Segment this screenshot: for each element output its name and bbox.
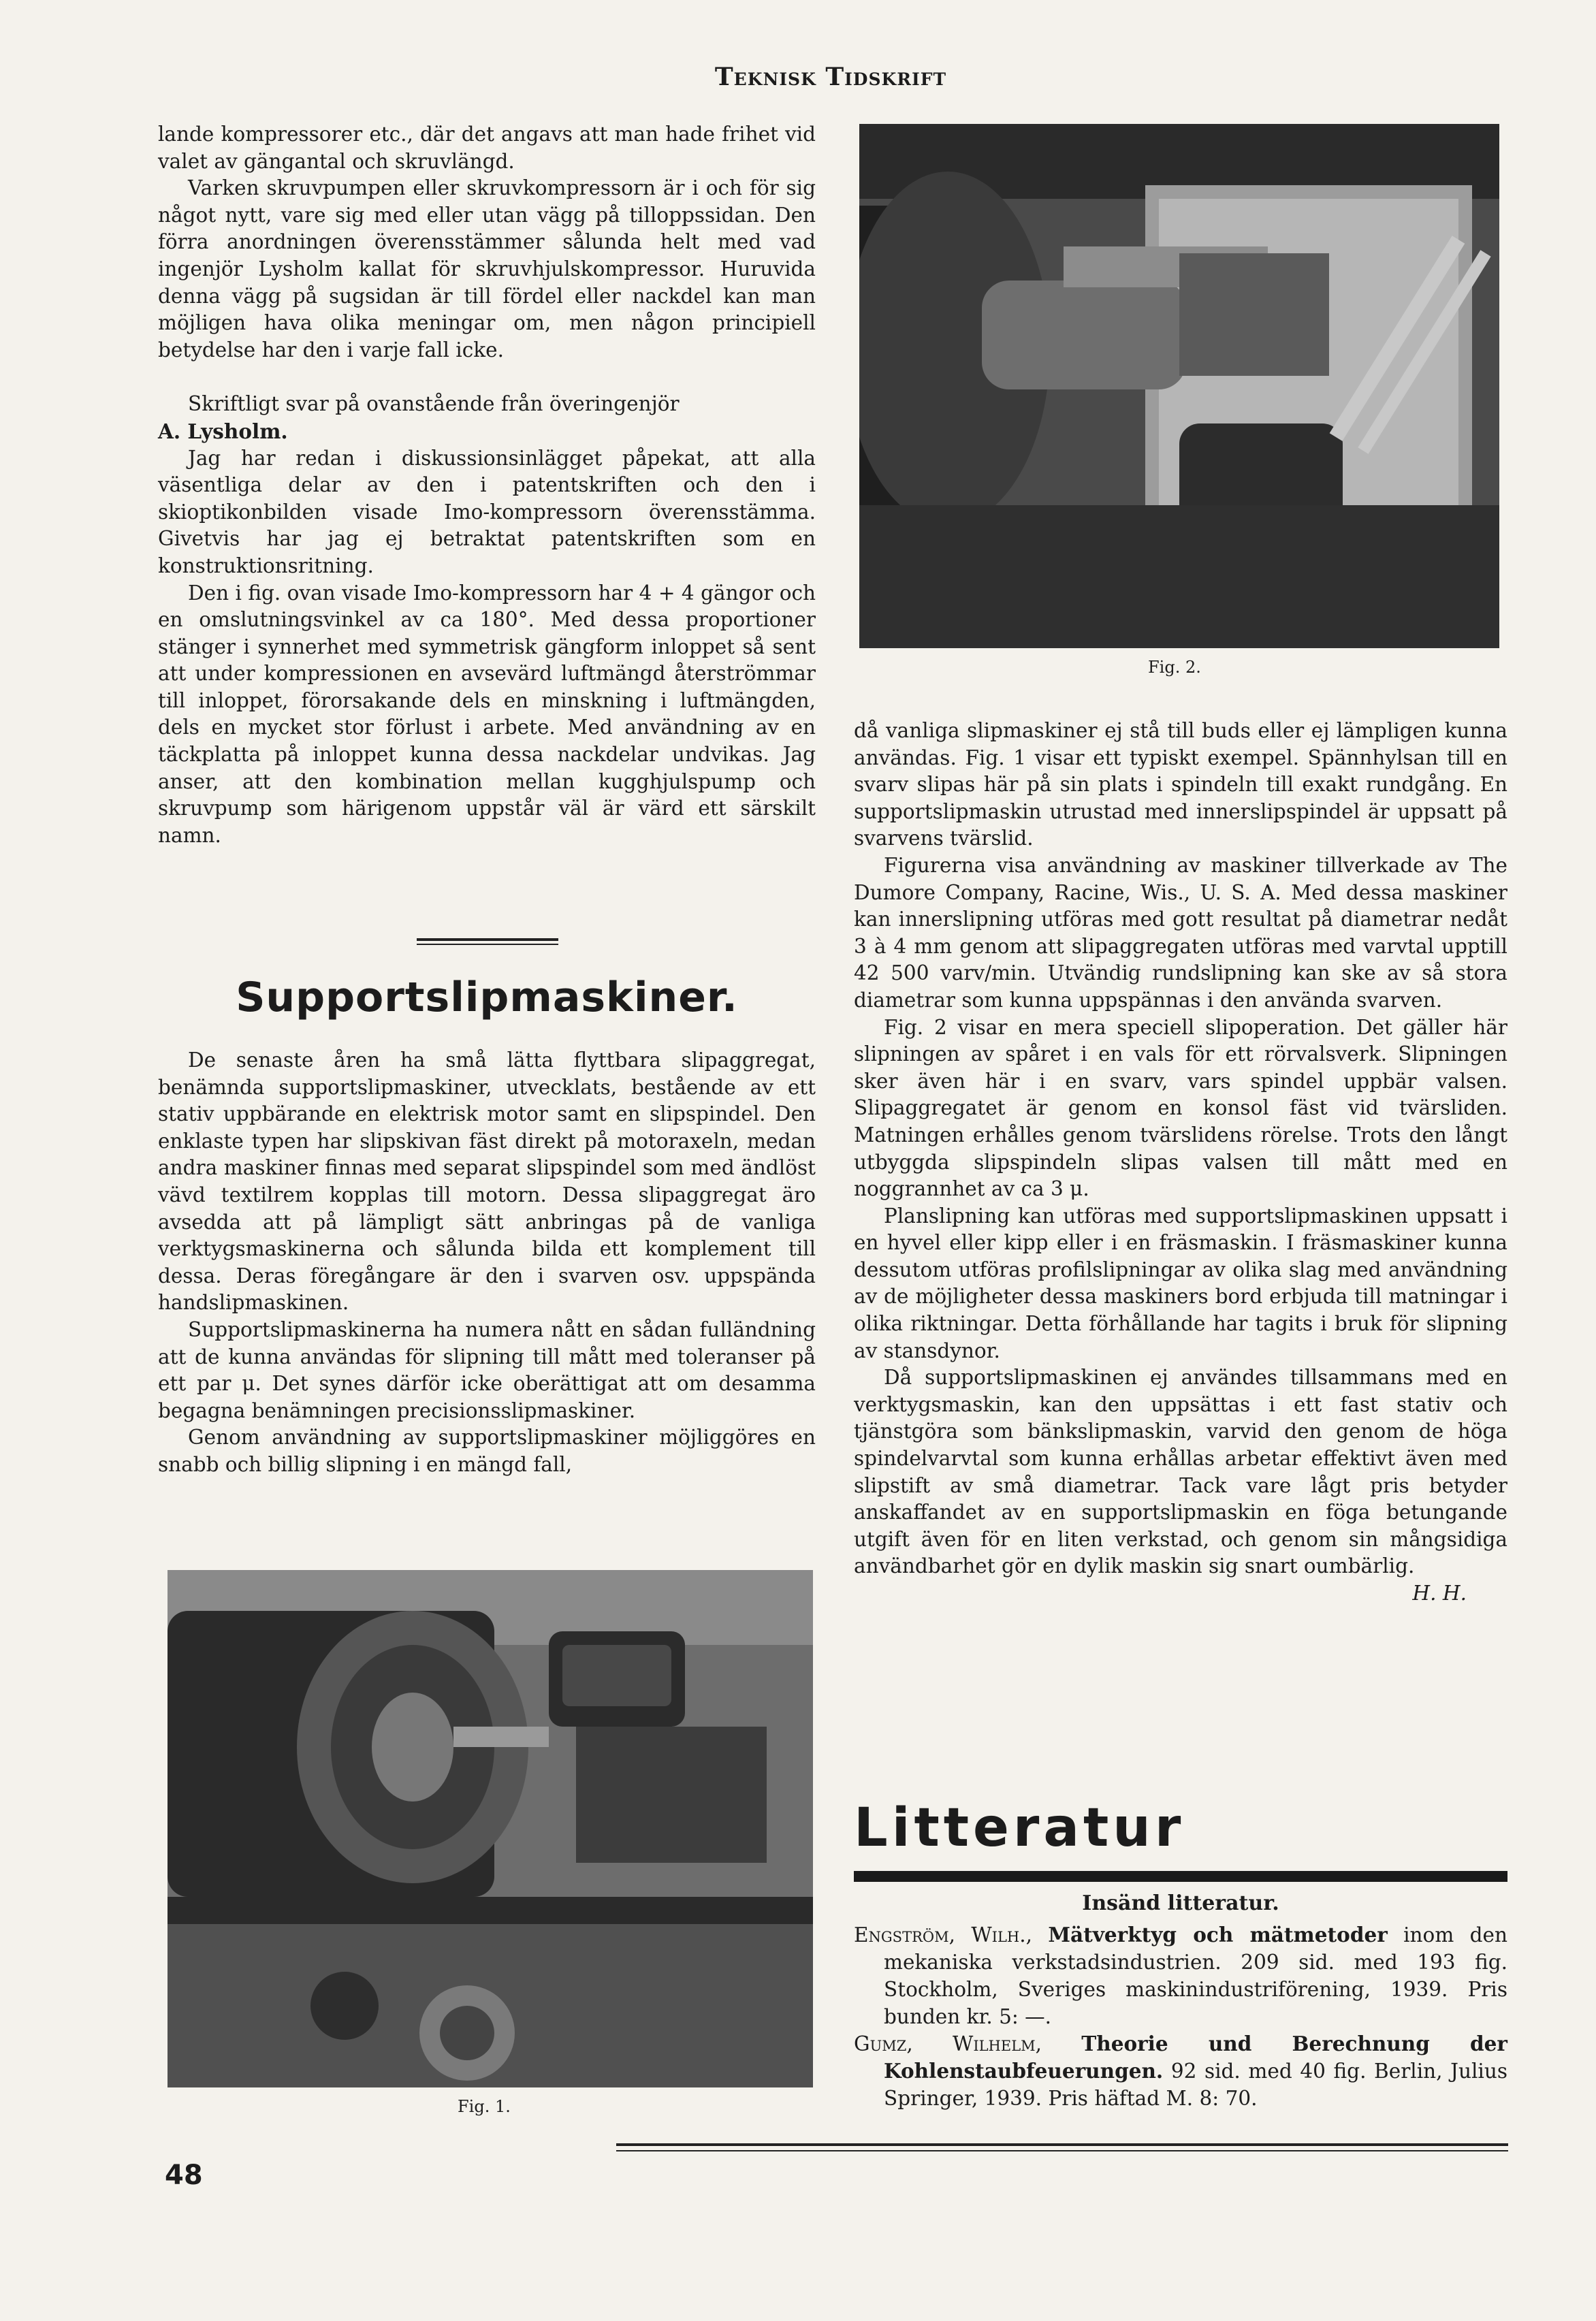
paragraph: Fig. 2 visar en mera speciell slipoperation. Det gäller här slipningen av spåret i en vals för ett rörvalsverk. Slipningen sker även här i en svarv, vars spindel uppbär valsen. Slipaggregatet är genom en konsol fäst vid tvärsliden. Matningen erhålles genom tvärslidens rörelse. Trots den långt utbyggda slipspindeln slipas valsen till mått med en noggrannhet av ca 3 μ. (854, 1015, 1507, 1201)
author-name: A. Lysholm. (158, 419, 288, 443)
figure-1-photo (167, 1570, 813, 2087)
entry-author: Engström, Wilh., (854, 1923, 1032, 1947)
section-title: Supportslipmaskiner. (236, 974, 738, 1021)
footer-rule (616, 2150, 1508, 2151)
literature-list (854, 1921, 1507, 2112)
figure-2-photo (859, 124, 1499, 648)
paragraph: då vanliga slipmaskiner ej stå till buds eller ej lämpligen kunna användas. Fig. 1 visar ett typiskt exempel. Spännhylsan till en svarv slipas här på sin plats i spindeln till exakt rundgång. En supportslipmaskin utrustad med innerslipspindel är uppsatt på svarvens tvärslid. (854, 719, 1507, 850)
entry-title: Theorie und Berechnung der Kohlenstaubfeuerungen. (884, 2032, 1507, 2083)
running-header: Teknisk Tidskrift (714, 63, 947, 91)
author-signature: H. H. (1412, 1582, 1467, 1605)
literature-heading: Litteratur (854, 1797, 1185, 1859)
literature-subheading: Insänd litteratur. (1082, 1891, 1279, 1915)
paragraph: Jag har redan i diskussionsinlägget påpekat, att alla väsentliga delar av den i patentskriften och den i skioptikonbilden visade Imo-kompressorn överensstämma. Givetvis har jag ej betraktat patentskriften som en konstruktionsritning. (158, 446, 816, 577)
literature-rule (854, 1871, 1507, 1882)
footer-rule (616, 2143, 1508, 2146)
left-column-top (158, 121, 816, 849)
figure-2-caption: Fig. 2. (1148, 658, 1201, 677)
paragraph: Supportslipmaskinerna ha numera nått en sådan fulländning att de kunna användas för slipning till mått med toleranser på ett par μ. Det synes därför icke oberättigat att om desamma begagna benämningen precisionsslipmaskiner. (158, 1317, 816, 1422)
page-number: 48 (165, 2160, 203, 2191)
literature-entry (854, 2030, 1507, 2112)
paragraph: Varken skruvpumpen eller skruvkompressorn är i och för sig något nytt, vare sig med eller utan vägg på tilloppssidan. Den förra anordningen överensstämmer sålunda helt med vad ingenjör Lysholm kallat för skruvhjulskompressor. Huruvida denna vägg på sugsidan är till fördel eller nackdel kan man möjligen hava olika meningar om, men någon principiell betydelse har den i varje fall icke. (158, 176, 816, 362)
entry-details: inom den mekaniska verkstadsindustrien. 209 sid. med 193 fig. Stockholm, Sveriges maskinindustriförening, 1939. Pris bunden kr. 5: —. (884, 1923, 1507, 2028)
paragraph: Då supportslipmaskinen ej användes tillsammans med en verktygsmaskin, kan den uppsättas i ett fast stativ och tjänstgöra som bänkslipmaskin, varvid den genom de höga spindelvarvtal som kunna erhållas arbetar effektivt även med slipstift av små diametrar. Tack vare lågt pris betyder anskaffandet av en supportslipmaskin en föga betungande utgift även för en liten verkstad, och genom sin mångsidiga användbarhet gör en dylik maskin sig snart oumbärlig. (854, 1366, 1507, 1578)
left-column-bottom (158, 1047, 816, 1479)
figure-1-caption: Fig. 1. (458, 2097, 511, 2116)
entry-details: 92 sid. med 40 fig. Berlin, Julius Springer, 1939. Pris häftad M. 8: 70. (884, 2060, 1507, 2110)
entry-author: Gumz, Wilhelm, (854, 2032, 1042, 2055)
section-divider (417, 944, 558, 945)
paragraph: Figurerna visa användning av maskiner tillverkade av The Dumore Company, Racine, Wis., U. S. A. Med dessa maskiner kan innerslipning utföras med gott resultat på diametrar nedåt 3 à 4 mm genom att slipaggregaten utföras med varvtal upptill 42 500 varv/min. Utvändig rundslipning kan ske av så stora diametrar som kunna uppspännas i den använda svarven. (854, 853, 1507, 1012)
paragraph: lande kompressorer etc., där det angavs att man hade frihet vid valet av gängantal och skruvlängd. (158, 123, 816, 173)
entry-title: Mätverktyg och mätmetoder (1048, 1923, 1388, 1947)
section-divider (417, 938, 558, 941)
paragraph: Den i fig. ovan visade Imo-kompressorn har 4 + 4 gängor och en omslutningsvinkel av ca 180°. Med dessa proportioner stänger i synnerhet med symmetrisk gängform inloppet så sent att under kompressionen en avsevärd luftmängd återströmmar till inloppet, förorsakande dels en minskning i luftmängden, dels en mycket stor förlust i arbete. Med användning av en täckplatta på inloppet kunna dessa nackdelar undvikas. Jag anser, att den kombination mellan kugghjulspump och skruvpump som härigenom uppstår väl är värd ett särskilt namn. (158, 581, 816, 847)
paragraph: De senaste åren ha små lätta flyttbara slipaggregat, benämnda supportslipmaskiner, utvecklats, bestående av ett stativ uppbärande en elektrisk motor samt en slipspindel. Den enklaste typen har slipskivan fäst direkt på motoraxeln, medan andra maskiner finnas med separat slipspindel som med ändlöst vävd textilrem kopplas till motorn. Dessa slipaggregat äro avsedda att på lämpligt sätt anbringas på de vanliga verktygsmaskinerna och sålunda bilda ett komplement till dessa. Deras föregångare är den i svarven osv. uppspända handslipmaskinen. (158, 1049, 816, 1315)
literature-entry (854, 1921, 1507, 2030)
paragraph: Skriftligt svar på ovanstående från överingenjör (188, 392, 680, 416)
paragraph: Genom användning av supportslipmaskiner möjliggöres en snabb och billig slipning i en mängd fall, (158, 1426, 816, 1476)
right-column (854, 718, 1507, 1607)
paragraph: Planslipning kan utföras med supportslipmaskinen uppsatt i en hyvel eller kipp eller i en fräsmaskin. I fräsmaskiner kunna dessutom utföras profilslipningar av olika slag med användning av de möjligheter dessa maskiners bord erbjuda till matningar i olika riktningar. Detta förhållande har tagits i bruk för slipning av stansdynor. (854, 1204, 1507, 1362)
